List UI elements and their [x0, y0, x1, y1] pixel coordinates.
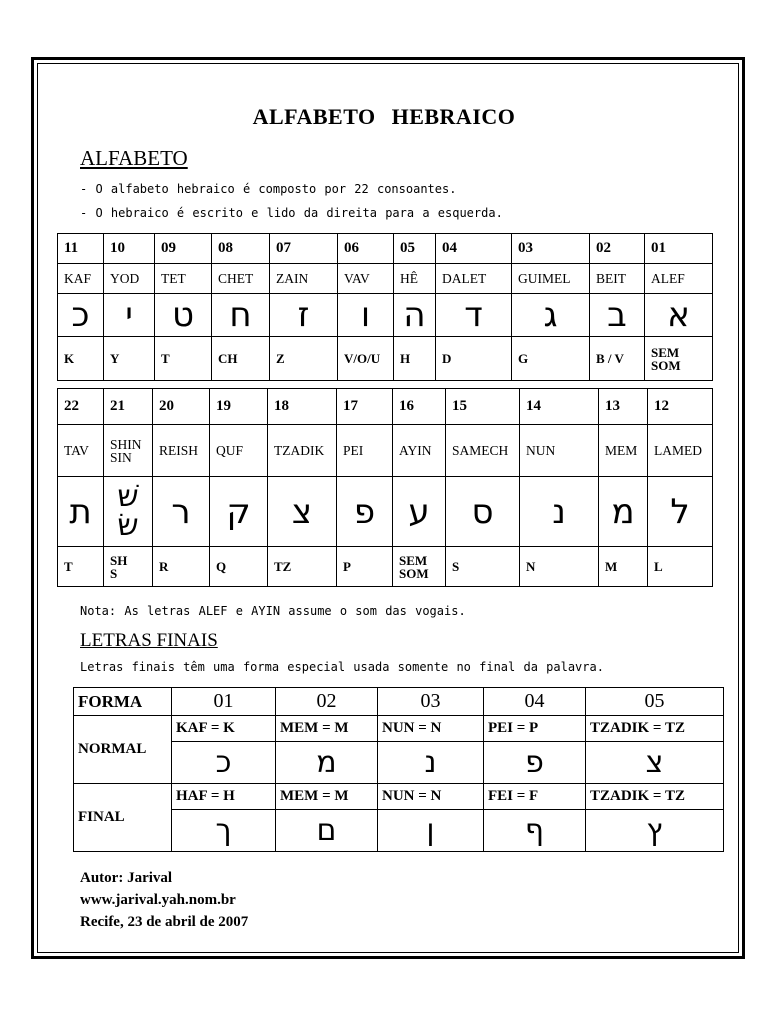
letter-name: LAMED — [648, 425, 713, 477]
transliteration: B / V — [590, 337, 645, 381]
letter-name: HÊ — [394, 264, 436, 294]
hebrew-letter: פ — [337, 477, 393, 547]
transliteration: S — [446, 547, 520, 587]
page-title: ALFABETO HEBRAICO — [252, 104, 516, 129]
letter-number: 19 — [210, 389, 268, 425]
hebrew-letter: נ — [520, 477, 599, 547]
hebrew-letter: ח — [212, 294, 270, 337]
transliteration: TZ — [268, 547, 337, 587]
letter-number: 18 — [268, 389, 337, 425]
letter-name: TET — [155, 264, 212, 294]
letter-name: YOD — [104, 264, 155, 294]
letter-number: 14 — [520, 389, 599, 425]
hebrew-letter: י — [104, 294, 155, 337]
letter-name: MEM — [599, 425, 648, 477]
alphabet-table-2 — [57, 388, 713, 587]
letter-number: 02 — [590, 234, 645, 264]
final-label: FINAL — [74, 784, 172, 852]
finals-col-num: 01 — [172, 688, 276, 716]
letter-name: REISH — [153, 425, 210, 477]
letter-name: GUIMEL — [512, 264, 590, 294]
hebrew-letter: ב — [590, 294, 645, 337]
letter-number: 20 — [153, 389, 210, 425]
transliteration: V/O/U — [338, 337, 394, 381]
author-date: Recife, 23 de abril de 2007 — [80, 914, 249, 930]
finals-col-num: 03 — [378, 688, 484, 716]
nota-text: Nota: As letras ALEF e AYIN assume o som das vogais. — [80, 604, 466, 618]
hebrew-letter: צ — [268, 477, 337, 547]
final-hebrew-letter: ף — [484, 810, 586, 852]
transliteration: M — [599, 547, 648, 587]
hebrew-letter: ו — [338, 294, 394, 337]
transliteration: Y — [104, 337, 155, 381]
letter-number: 11 — [58, 234, 104, 264]
alphabet-table-1 — [57, 233, 713, 381]
hebrew-letter: א — [645, 294, 713, 337]
letter-number: 06 — [338, 234, 394, 264]
intro-line-2: - O hebraico é escrito e lido da direita para a esquerda. — [80, 206, 503, 220]
transliteration: SH S — [104, 547, 153, 587]
hebrew-letter: שׁ שׂ — [104, 477, 153, 547]
letter-name: BEIT — [590, 264, 645, 294]
final-hebrew-letter: ם — [276, 810, 378, 852]
hebrew-letter: ת — [58, 477, 104, 547]
letter-number: 07 — [270, 234, 338, 264]
letter-number: 04 — [436, 234, 512, 264]
hebrew-letter: ג — [512, 294, 590, 337]
letter-number: 17 — [337, 389, 393, 425]
section-heading-letras-finais: LETRAS FINAIS — [80, 630, 218, 651]
letter-name: AYIN — [393, 425, 446, 477]
normal-hebrew-letter: נ — [378, 742, 484, 784]
final-value: TZADIK = TZ — [586, 784, 724, 810]
transliteration: G — [512, 337, 590, 381]
letter-name: ALEF — [645, 264, 713, 294]
letter-name: ZAIN — [270, 264, 338, 294]
letter-name: VAV — [338, 264, 394, 294]
letter-number: 16 — [393, 389, 446, 425]
hebrew-letter: ס — [446, 477, 520, 547]
letter-name: SHIN SIN — [104, 425, 153, 477]
normal-hebrew-letter: מ — [276, 742, 378, 784]
transliteration: T — [155, 337, 212, 381]
transliteration: D — [436, 337, 512, 381]
hebrew-letter: ר — [153, 477, 210, 547]
letter-number: 22 — [58, 389, 104, 425]
transliteration: R — [153, 547, 210, 587]
final-value: NUN = N — [378, 784, 484, 810]
final-hebrew-letter: ץ — [586, 810, 724, 852]
letter-name: DALET — [436, 264, 512, 294]
transliteration: K — [58, 337, 104, 381]
letter-name: TZADIK — [268, 425, 337, 477]
transliteration: N — [520, 547, 599, 587]
letter-number: 01 — [645, 234, 713, 264]
transliteration: P — [337, 547, 393, 587]
letter-number: 05 — [394, 234, 436, 264]
final-value: MEM = M — [276, 784, 378, 810]
hebrew-letter: ד — [436, 294, 512, 337]
transliteration: Z — [270, 337, 338, 381]
letter-name: CHET — [212, 264, 270, 294]
section-heading-alfabeto: ALFABETO — [80, 146, 188, 170]
hebrew-letter: ט — [155, 294, 212, 337]
transliteration: T — [58, 547, 104, 587]
letter-number: 15 — [446, 389, 520, 425]
letter-name: PEI — [337, 425, 393, 477]
letter-number: 10 — [104, 234, 155, 264]
normal-value: TZADIK = TZ — [586, 716, 724, 742]
letter-name: KAF — [58, 264, 104, 294]
final-value: HAF = H — [172, 784, 276, 810]
letter-name: TAV — [58, 425, 104, 477]
hebrew-letter: ה — [394, 294, 436, 337]
normal-value: PEI = P — [484, 716, 586, 742]
letter-number: 09 — [155, 234, 212, 264]
transliteration: Q — [210, 547, 268, 587]
transliteration: H — [394, 337, 436, 381]
normal-value: MEM = M — [276, 716, 378, 742]
normal-hebrew-letter: צ — [586, 742, 724, 784]
intro-line-1: - O alfabeto hebraico é composto por 22 consoantes. — [80, 182, 457, 196]
author-website: www.jarival.yah.nom.br — [80, 892, 236, 908]
transliteration: L — [648, 547, 713, 587]
finals-col-num: 02 — [276, 688, 378, 716]
letter-number: 03 — [512, 234, 590, 264]
letter-number: 12 — [648, 389, 713, 425]
transliteration: SEM SOM — [393, 547, 446, 587]
hebrew-letter: ל — [648, 477, 713, 547]
letter-name: QUF — [210, 425, 268, 477]
letter-number: 08 — [212, 234, 270, 264]
hebrew-letter: כ — [58, 294, 104, 337]
letter-number: 21 — [104, 389, 153, 425]
hebrew-letter: מ — [599, 477, 648, 547]
letter-name: SAMECH — [446, 425, 520, 477]
author-name: Autor: Jarival — [80, 870, 173, 886]
normal-label: NORMAL — [74, 716, 172, 784]
transliteration: SEM SOM — [645, 337, 713, 381]
hebrew-letter: ע — [393, 477, 446, 547]
final-hebrew-letter: ן — [378, 810, 484, 852]
finals-table — [73, 687, 724, 852]
normal-hebrew-letter: פ — [484, 742, 586, 784]
finals-col-num: 04 — [484, 688, 586, 716]
final-hebrew-letter: ך — [172, 810, 276, 852]
letter-name: NUN — [520, 425, 599, 477]
transliteration: CH — [212, 337, 270, 381]
hebrew-letter: ק — [210, 477, 268, 547]
letter-number: 13 — [599, 389, 648, 425]
normal-value: KAF = K — [172, 716, 276, 742]
finals-col-num: 05 — [586, 688, 724, 716]
forma-label: FORMA — [74, 688, 172, 716]
normal-hebrew-letter: כ — [172, 742, 276, 784]
final-value: FEI = F — [484, 784, 586, 810]
finals-intro-line: Letras finais têm uma forma especial usada somente no final da palavra. — [80, 660, 604, 674]
hebrew-letter: ז — [270, 294, 338, 337]
normal-value: NUN = N — [378, 716, 484, 742]
